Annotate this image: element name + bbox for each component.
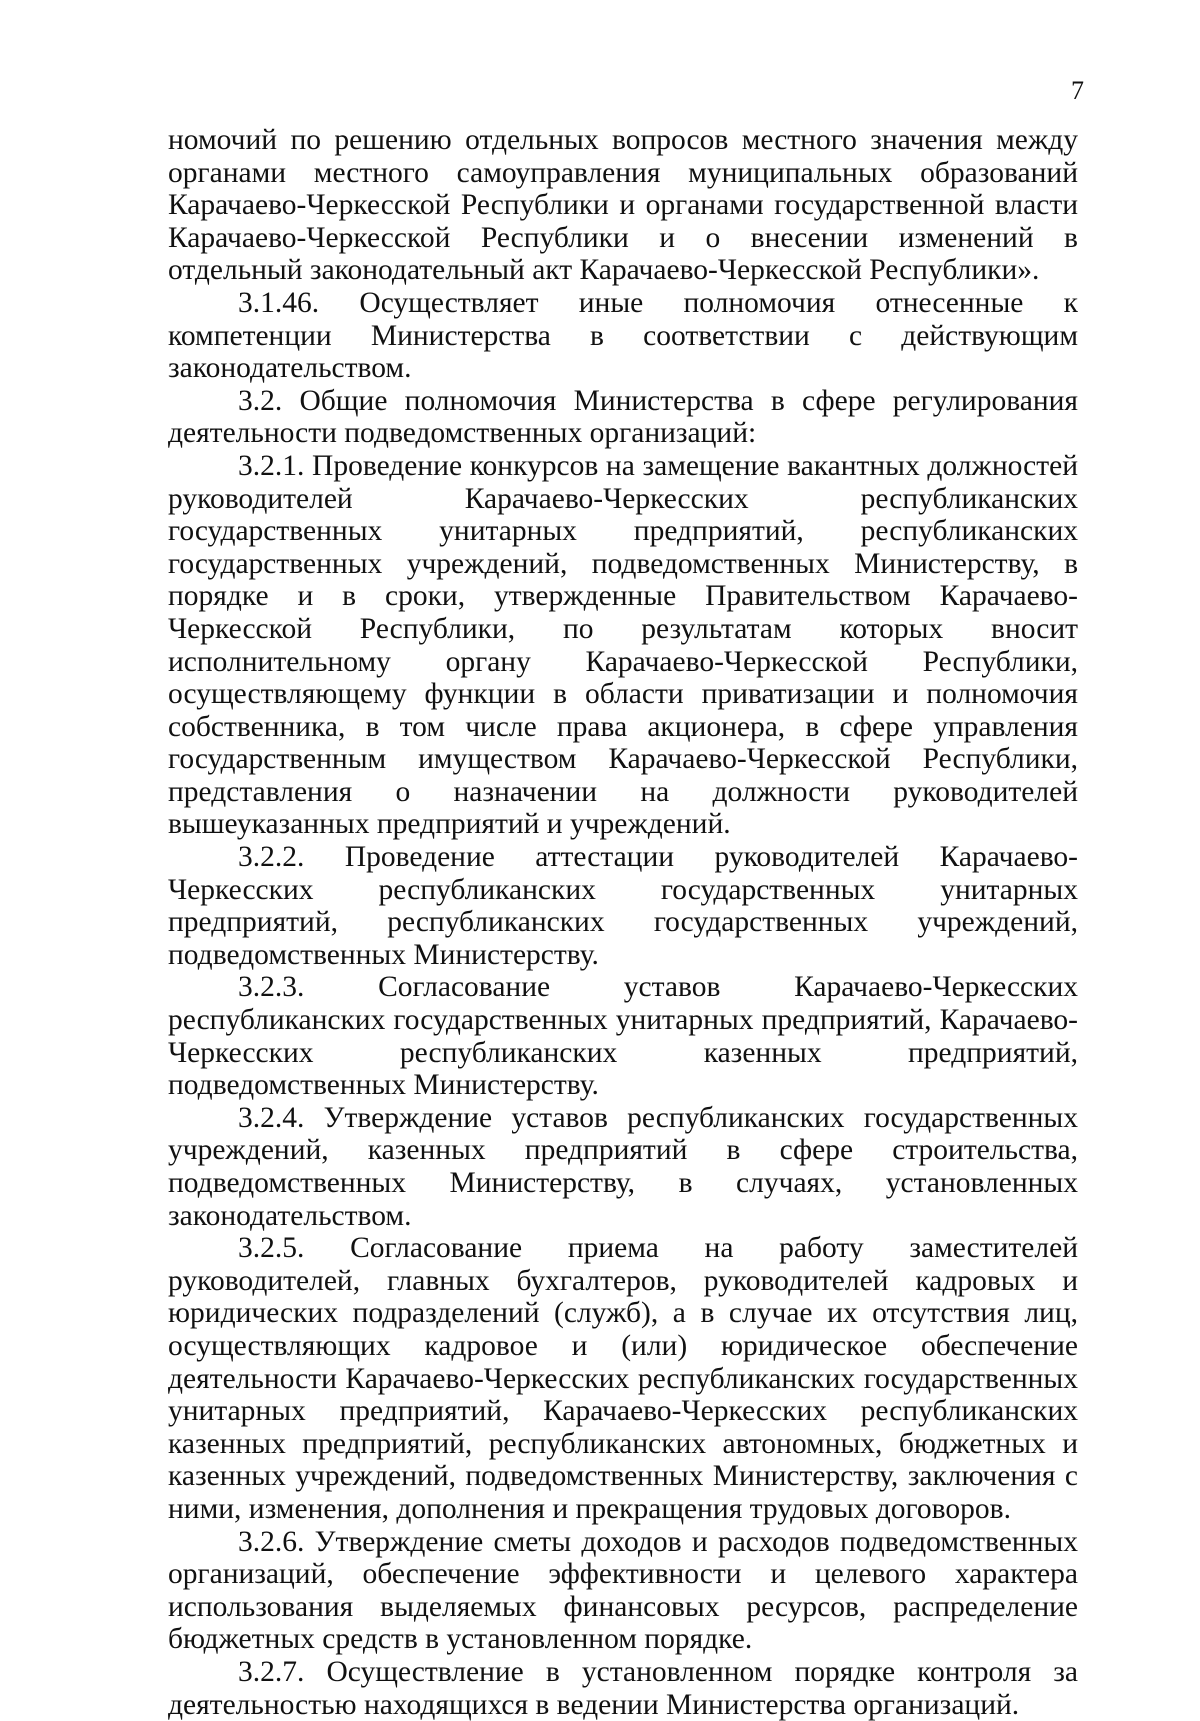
paragraph-3-2-5: 3.2.5. Согласование приема на работу заместителей руководителей, главных бухгалтеров, руководителей кадровых и юридических подразделений (служб), а в случае их отсутствия лиц, осуществляющих кадровое и (или) юридическое обеспечение деятельности Карачаево-Черкесских республиканских государственных унитарных предприятий, Карачаево-Черкесских республиканских казенных предприятий, республиканских автономных, бюджетных и казенных учреждений, подведомственных Министерству, заключения с ними, изменения, дополнения и прекращения трудовых договоров. (168, 1232, 1078, 1525)
paragraph-3-2: 3.2. Общие полномочия Министерства в сфере регулирования деятельности подведомственных организаций: (168, 384, 1078, 450)
paragraph-3-2-2: 3.2.2. Проведение аттестации руководителей Карачаево-Черкесских республиканских государственных унитарных предприятий, республиканских государственных учреждений, подведомственных Министерству. (168, 841, 1078, 971)
paragraph-continuation: номочий по решению отдельных вопросов местного значения между органами местного самоуправления муниципальных образований Карачаево-Черкесской Республики и органами государственной власти Карачаево-Черкесской Республики и о внесении изменений в отдельный законодательный акт Карачаево-Черкесской Республики». (168, 124, 1078, 287)
paragraph-3-2-3: 3.2.3. Согласование уставов Карачаево-Черкесских республиканских государственных унитарных предприятий, Карачаево-Черкесских республиканских казенных предприятий, подведомственных Министерству. (168, 971, 1078, 1102)
paragraph-3-2-4: 3.2.4. Утверждение уставов республиканских государственных учреждений, казенных предприятий в сфере строительства, подведомственных Министерству, в случаях, установленных законодательством. (168, 1101, 1078, 1232)
document-body (168, 124, 1078, 1721)
paragraph-3-1-46: 3.1.46. Осуществляет иные полномочия отнесенные к компетенции Министерства в соответствии с действующим законодательством. (168, 286, 1078, 385)
paragraph-3-2-6: 3.2.6. Утверждение сметы доходов и расходов подведомственных организаций, обеспечение эффективности и целевого характера использования выделяемых финансовых ресурсов, распределение бюджетных средств в установленном порядке. (168, 1525, 1078, 1656)
paragraph-3-2-7: 3.2.7. Осуществление в установленном порядке контроля за деятельностью находящихся в ведении Министерства организаций. (168, 1655, 1078, 1721)
page-number: 7 (1071, 76, 1084, 105)
paragraph-3-2-1: 3.2.1. Проведение конкурсов на замещение вакантных должностей руководителей Карачаево-Черкесских республиканских государственных унитарных предприятий, республиканских государственных учреждений, подведомственных Министерству, в порядке и в сроки, утвержденные Правительством Карачаево-Черкесской Республики, по результатам которых вносит исполнительному органу Карачаево-Черкесской Республики, осуществляющему функции в области приватизации и полномочия собственника, в том числе права акционера, в сфере управления государственным имуществом Карачаево-Черкесской Республики, представления о назначении на должности руководителей вышеуказанных предприятий и учреждений. (168, 449, 1078, 841)
